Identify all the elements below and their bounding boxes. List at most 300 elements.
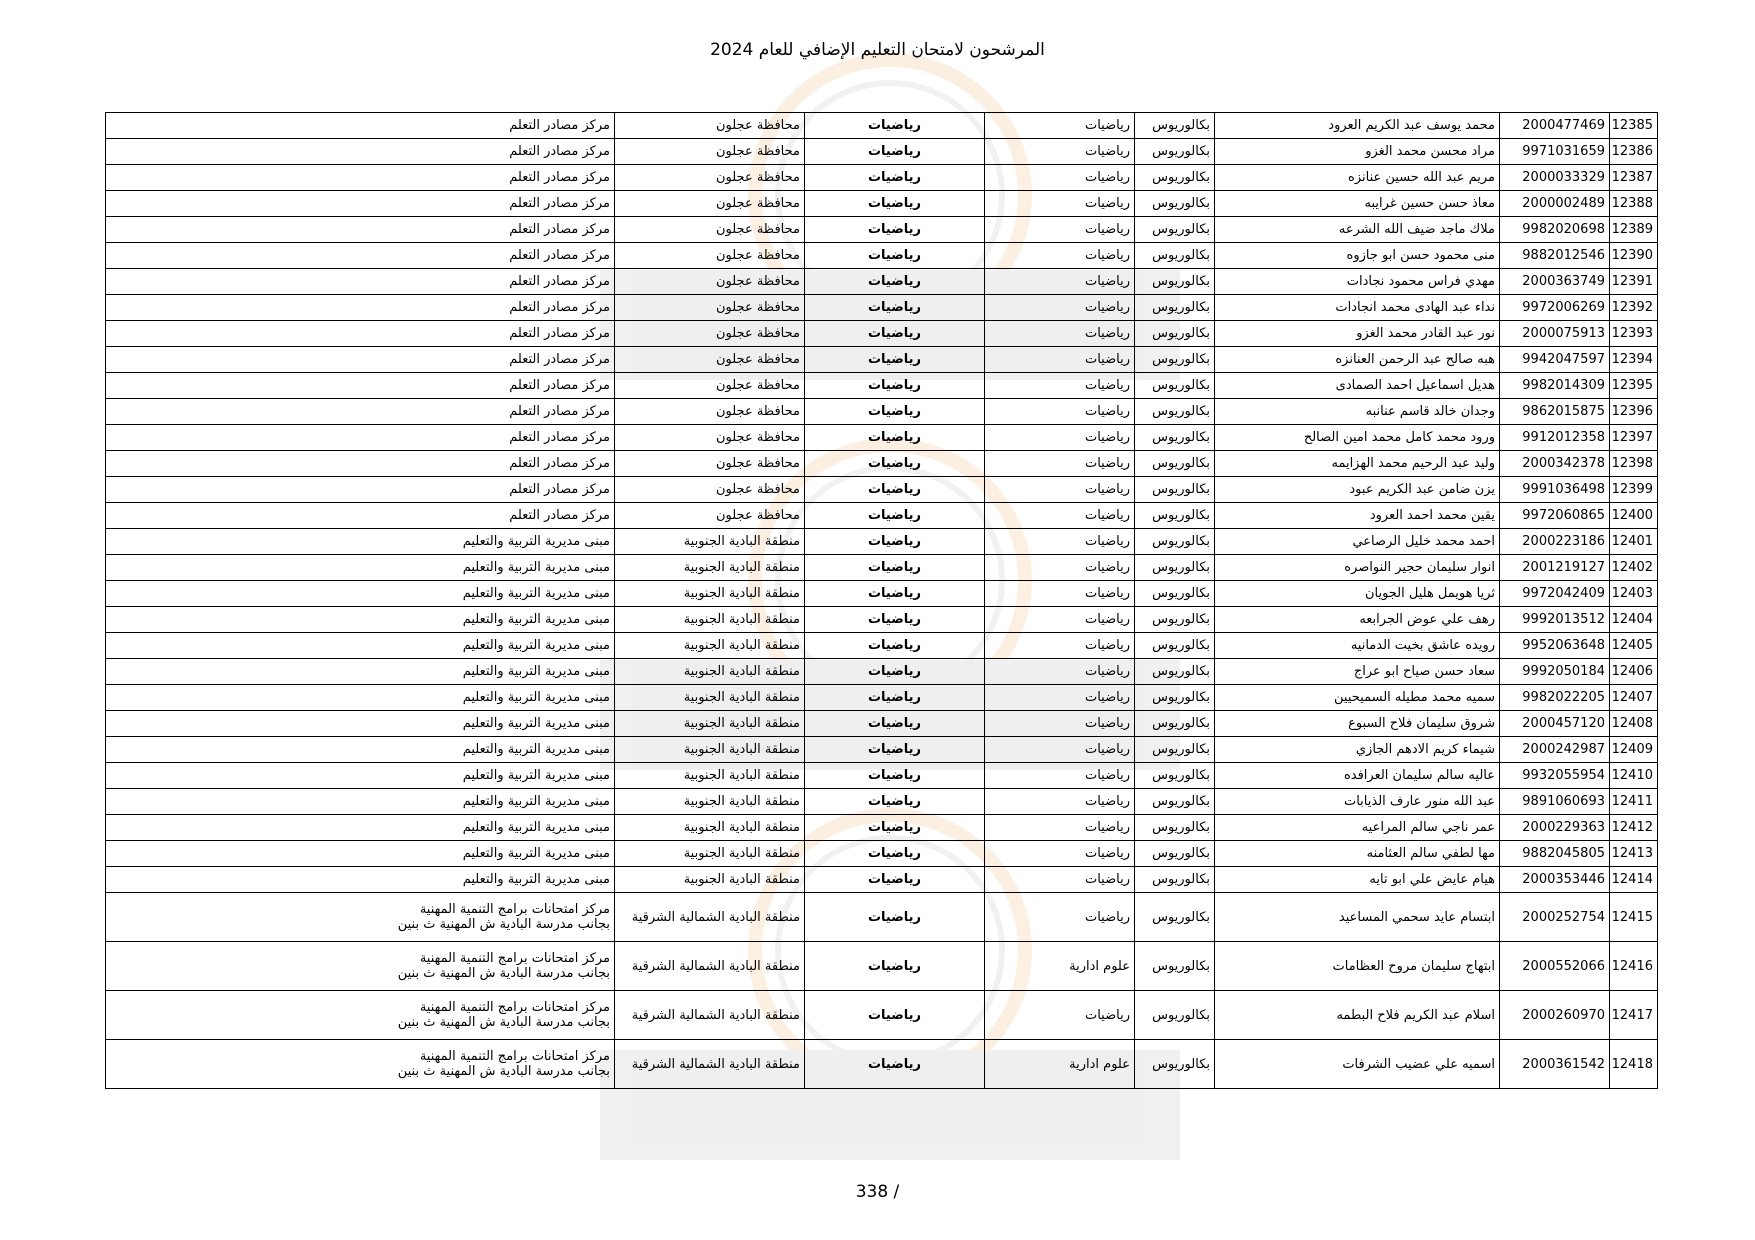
major-cell: رياضيات [985, 815, 1135, 841]
subject-cell: رياضيات [805, 243, 985, 269]
region-cell: محافظة عجلون [615, 113, 805, 139]
exam-center-cell [106, 815, 615, 841]
exam-center-line: مركز مصادر التعلم [509, 222, 610, 237]
major-cell: رياضيات [985, 711, 1135, 737]
exam-center-cell [106, 113, 615, 139]
table-row [106, 347, 1658, 373]
national-id-cell: 2000242987 [1500, 737, 1610, 763]
exam-center-cell [106, 789, 615, 815]
region-cell: محافظة عجلون [615, 165, 805, 191]
region-cell: منطقة البادية الجنوبية [615, 711, 805, 737]
subject-cell: رياضيات [805, 659, 985, 685]
major-cell: رياضيات [985, 373, 1135, 399]
seq-cell: 12418 [1610, 1040, 1658, 1089]
major-cell: رياضيات [985, 555, 1135, 581]
seq-cell: 12395 [1610, 373, 1658, 399]
degree-cell: بكالوريوس [1135, 399, 1215, 425]
subject-cell: رياضيات [805, 633, 985, 659]
subject-cell: رياضيات [805, 165, 985, 191]
subject-cell: رياضيات [805, 373, 985, 399]
table-row [106, 555, 1658, 581]
table-row [106, 217, 1658, 243]
national-id-cell: 9932055954 [1500, 763, 1610, 789]
subject-cell: رياضيات [805, 191, 985, 217]
national-id-cell: 2000252754 [1500, 893, 1610, 942]
degree-cell: بكالوريوس [1135, 269, 1215, 295]
seq-cell: 12386 [1610, 139, 1658, 165]
subject-cell: رياضيات [805, 685, 985, 711]
exam-center-cell [106, 191, 615, 217]
subject-cell: رياضيات [805, 295, 985, 321]
major-cell: رياضيات [985, 789, 1135, 815]
exam-center-line: مركز امتحانات برامج التنمية المهنية [419, 1049, 610, 1064]
table-row [106, 607, 1658, 633]
subject-cell: رياضيات [805, 425, 985, 451]
subject-cell: رياضيات [805, 893, 985, 942]
subject-cell: رياضيات [805, 321, 985, 347]
exam-center-cell [106, 659, 615, 685]
seq-cell: 12394 [1610, 347, 1658, 373]
exam-center-line: مبنى مديرية التربية والتعليم [462, 820, 610, 835]
region-cell: محافظة عجلون [615, 425, 805, 451]
candidate-name-cell: ملاك ماجد ضيف الله الشرعه [1215, 217, 1500, 243]
national-id-cell: 9972042409 [1500, 581, 1610, 607]
subject-cell: رياضيات [805, 555, 985, 581]
subject-cell: رياضيات [805, 737, 985, 763]
candidate-name-cell: هيام عايض علي ابو تايه [1215, 867, 1500, 893]
subject-cell: رياضيات [805, 581, 985, 607]
exam-center-line: مبنى مديرية التربية والتعليم [462, 846, 610, 861]
national-id-cell: 9891060693 [1500, 789, 1610, 815]
table-row [106, 529, 1658, 555]
national-id-cell: 9982022205 [1500, 685, 1610, 711]
table-row [106, 711, 1658, 737]
region-cell: محافظة عجلون [615, 321, 805, 347]
table-row [106, 399, 1658, 425]
degree-cell: بكالوريوس [1135, 633, 1215, 659]
subject-cell: رياضيات [805, 477, 985, 503]
seq-cell: 12398 [1610, 451, 1658, 477]
major-cell: رياضيات [985, 867, 1135, 893]
national-id-cell: 9912012358 [1500, 425, 1610, 451]
subject-cell: رياضيات [805, 451, 985, 477]
table-row [106, 243, 1658, 269]
candidate-name-cell: يقين محمد احمد العرود [1215, 503, 1500, 529]
major-cell: رياضيات [985, 217, 1135, 243]
exam-center-cell [106, 217, 615, 243]
exam-center-line: مركز مصادر التعلم [509, 300, 610, 315]
exam-center-cell [106, 399, 615, 425]
seq-cell: 12416 [1610, 942, 1658, 991]
seq-cell: 12415 [1610, 893, 1658, 942]
subject-cell: رياضيات [805, 841, 985, 867]
exam-center-cell [106, 991, 615, 1040]
candidate-name-cell: عاليه سالم سليمان العرافده [1215, 763, 1500, 789]
seq-cell: 12412 [1610, 815, 1658, 841]
region-cell: منطقة البادية الجنوبية [615, 555, 805, 581]
national-id-cell: 2000033329 [1500, 165, 1610, 191]
candidate-name-cell: مها لطفي سالم العثامنه [1215, 841, 1500, 867]
candidate-name-cell: ثريا هويمل هليل الجويان [1215, 581, 1500, 607]
seq-cell: 12403 [1610, 581, 1658, 607]
national-id-cell: 2000477469 [1500, 113, 1610, 139]
candidate-name-cell: ورود محمد كامل محمد امين الصالح [1215, 425, 1500, 451]
seq-cell: 12408 [1610, 711, 1658, 737]
exam-center-line: بجانب مدرسة البادية ش المهنية ث بنين [397, 1015, 610, 1030]
table-row [106, 191, 1658, 217]
major-cell: رياضيات [985, 477, 1135, 503]
major-cell: رياضيات [985, 607, 1135, 633]
table-row [106, 581, 1658, 607]
major-cell: رياضيات [985, 893, 1135, 942]
national-id-cell: 9992013512 [1500, 607, 1610, 633]
degree-cell: بكالوريوس [1135, 555, 1215, 581]
exam-center-cell [106, 1040, 615, 1089]
degree-cell: بكالوريوس [1135, 867, 1215, 893]
exam-center-line: مركز مصادر التعلم [509, 508, 610, 523]
region-cell: منطقة البادية الجنوبية [615, 841, 805, 867]
national-id-cell: 9952063648 [1500, 633, 1610, 659]
national-id-cell: 9972060865 [1500, 503, 1610, 529]
major-cell: رياضيات [985, 347, 1135, 373]
seq-cell: 12402 [1610, 555, 1658, 581]
degree-cell: بكالوريوس [1135, 165, 1215, 191]
exam-center-cell [106, 711, 615, 737]
table-row [106, 942, 1658, 991]
region-cell: محافظة عجلون [615, 217, 805, 243]
seq-cell: 12407 [1610, 685, 1658, 711]
exam-center-cell [106, 942, 615, 991]
table-row [106, 737, 1658, 763]
national-id-cell: 2000075913 [1500, 321, 1610, 347]
exam-center-cell [106, 477, 615, 503]
major-cell: رياضيات [985, 529, 1135, 555]
national-id-cell: 2000552066 [1500, 942, 1610, 991]
exam-center-line: مركز مصادر التعلم [509, 456, 610, 471]
table-row [106, 841, 1658, 867]
exam-center-line: مبنى مديرية التربية والتعليم [462, 534, 610, 549]
national-id-cell: 9982014309 [1500, 373, 1610, 399]
major-cell: علوم ادارية [985, 942, 1135, 991]
exam-center-cell [106, 451, 615, 477]
region-cell: منطقة البادية الجنوبية [615, 737, 805, 763]
seq-cell: 12393 [1610, 321, 1658, 347]
exam-center-cell [106, 737, 615, 763]
exam-center-cell [106, 893, 615, 942]
table-row [106, 321, 1658, 347]
exam-center-cell [106, 347, 615, 373]
exam-center-line: مركز مصادر التعلم [509, 326, 610, 341]
exam-center-cell [106, 555, 615, 581]
region-cell: منطقة البادية الجنوبية [615, 659, 805, 685]
exam-center-cell [106, 867, 615, 893]
exam-center-cell [106, 633, 615, 659]
major-cell: رياضيات [985, 321, 1135, 347]
seq-cell: 12414 [1610, 867, 1658, 893]
major-cell: رياضيات [985, 425, 1135, 451]
exam-center-line: مركز مصادر التعلم [509, 196, 610, 211]
candidate-name-cell: نداء عبد الهادى محمد انجادات [1215, 295, 1500, 321]
exam-center-line: مبنى مديرية التربية والتعليم [462, 612, 610, 627]
national-id-cell: 9972006269 [1500, 295, 1610, 321]
table-row [106, 373, 1658, 399]
major-cell: رياضيات [985, 399, 1135, 425]
region-cell: محافظة عجلون [615, 373, 805, 399]
degree-cell: بكالوريوس [1135, 503, 1215, 529]
candidate-name-cell: عمر ناجي سالم المراعيه [1215, 815, 1500, 841]
exam-center-line: مبنى مديرية التربية والتعليم [462, 560, 610, 575]
region-cell: منطقة البادية الشمالية الشرقية [615, 942, 805, 991]
exam-center-line: مركز مصادر التعلم [509, 482, 610, 497]
degree-cell: بكالوريوس [1135, 217, 1215, 243]
table-row [106, 451, 1658, 477]
seq-cell: 12409 [1610, 737, 1658, 763]
major-cell: رياضيات [985, 633, 1135, 659]
degree-cell: بكالوريوس [1135, 685, 1215, 711]
national-id-cell: 2000342378 [1500, 451, 1610, 477]
candidate-name-cell: سميه محمد مطيله السميحيين [1215, 685, 1500, 711]
table-row [106, 477, 1658, 503]
candidate-name-cell: محمد يوسف عبد الكريم العرود [1215, 113, 1500, 139]
national-id-cell: 2000353446 [1500, 867, 1610, 893]
exam-center-line: مبنى مديرية التربية والتعليم [462, 638, 610, 653]
subject-cell: رياضيات [805, 942, 985, 991]
national-id-cell: 9992050184 [1500, 659, 1610, 685]
region-cell: منطقة البادية الشمالية الشرقية [615, 893, 805, 942]
exam-center-cell [106, 763, 615, 789]
table-row [106, 165, 1658, 191]
exam-center-cell [106, 503, 615, 529]
candidate-name-cell: مراد محسن محمد الغزو [1215, 139, 1500, 165]
seq-cell: 12385 [1610, 113, 1658, 139]
degree-cell: بكالوريوس [1135, 321, 1215, 347]
candidate-name-cell: منى محمود حسن ابو جازوه [1215, 243, 1500, 269]
exam-center-line: مبنى مديرية التربية والتعليم [462, 768, 610, 783]
region-cell: محافظة عجلون [615, 477, 805, 503]
candidate-name-cell: شيماء كريم الادهم الجازي [1215, 737, 1500, 763]
major-cell: رياضيات [985, 269, 1135, 295]
candidate-name-cell: نور عبد القادر محمد الغزو [1215, 321, 1500, 347]
region-cell: محافظة عجلون [615, 399, 805, 425]
exam-center-cell [106, 243, 615, 269]
subject-cell: رياضيات [805, 789, 985, 815]
exam-center-line: مبنى مديرية التربية والتعليم [462, 664, 610, 679]
table-row [106, 113, 1658, 139]
national-id-cell: 2000361542 [1500, 1040, 1610, 1089]
national-id-cell: 9942047597 [1500, 347, 1610, 373]
exam-center-cell [106, 321, 615, 347]
candidate-name-cell: وجدان خالد قاسم عنانبه [1215, 399, 1500, 425]
region-cell: منطقة البادية الجنوبية [615, 815, 805, 841]
degree-cell: بكالوريوس [1135, 711, 1215, 737]
region-cell: منطقة البادية الجنوبية [615, 789, 805, 815]
region-cell: محافظة عجلون [615, 269, 805, 295]
table-row [106, 633, 1658, 659]
candidate-name-cell: شروق سليمان فلاح السبوع [1215, 711, 1500, 737]
exam-center-cell [106, 529, 615, 555]
exam-center-line: مبنى مديرية التربية والتعليم [462, 586, 610, 601]
candidate-name-cell: وليد عبد الرحيم محمد الهزايمه [1215, 451, 1500, 477]
exam-center-cell [106, 373, 615, 399]
region-cell: محافظة عجلون [615, 191, 805, 217]
region-cell: محافظة عجلون [615, 347, 805, 373]
candidate-name-cell: عبد الله منور عارف الذيابات [1215, 789, 1500, 815]
major-cell: رياضيات [985, 295, 1135, 321]
region-cell: منطقة البادية الجنوبية [615, 529, 805, 555]
seq-cell: 12391 [1610, 269, 1658, 295]
seq-cell: 12387 [1610, 165, 1658, 191]
exam-center-line: مركز امتحانات برامج التنمية المهنية [419, 951, 610, 966]
major-cell: رياضيات [985, 243, 1135, 269]
region-cell: منطقة البادية الجنوبية [615, 763, 805, 789]
exam-center-line: مبنى مديرية التربية والتعليم [462, 742, 610, 757]
degree-cell: بكالوريوس [1135, 191, 1215, 217]
degree-cell: بكالوريوس [1135, 113, 1215, 139]
degree-cell: بكالوريوس [1135, 581, 1215, 607]
major-cell: رياضيات [985, 139, 1135, 165]
exam-center-line: بجانب مدرسة البادية ش المهنية ث بنين [397, 917, 610, 932]
seq-cell: 12397 [1610, 425, 1658, 451]
major-cell: علوم ادارية [985, 1040, 1135, 1089]
table-row [106, 659, 1658, 685]
exam-center-line: مركز مصادر التعلم [509, 378, 610, 393]
seq-cell: 12405 [1610, 633, 1658, 659]
exam-center-cell [106, 165, 615, 191]
exam-center-cell [106, 841, 615, 867]
exam-center-cell [106, 295, 615, 321]
region-cell: منطقة البادية الجنوبية [615, 607, 805, 633]
subject-cell: رياضيات [805, 529, 985, 555]
national-id-cell: 2001219127 [1500, 555, 1610, 581]
degree-cell: بكالوريوس [1135, 659, 1215, 685]
exam-center-cell [106, 607, 615, 633]
table-row [106, 269, 1658, 295]
major-cell: رياضيات [985, 581, 1135, 607]
candidate-name-cell: اسميه علي عضيب الشرفات [1215, 1040, 1500, 1089]
exam-center-cell [106, 581, 615, 607]
major-cell: رياضيات [985, 113, 1135, 139]
candidate-name-cell: انوار سليمان حجير النواصره [1215, 555, 1500, 581]
degree-cell: بكالوريوس [1135, 451, 1215, 477]
national-id-cell: 9991036498 [1500, 477, 1610, 503]
candidate-name-cell: رويده عاشق بخيت الدمانيه [1215, 633, 1500, 659]
subject-cell: رياضيات [805, 991, 985, 1040]
degree-cell: بكالوريوس [1135, 893, 1215, 942]
subject-cell: رياضيات [805, 113, 985, 139]
candidate-name-cell: مهدي فراس محمود نجادات [1215, 269, 1500, 295]
candidate-name-cell: هبه صالح عبد الرحمن العنانزه [1215, 347, 1500, 373]
national-id-cell: 9862015875 [1500, 399, 1610, 425]
degree-cell: بكالوريوس [1135, 139, 1215, 165]
seq-cell: 12396 [1610, 399, 1658, 425]
table-body [106, 113, 1658, 1089]
seq-cell: 12399 [1610, 477, 1658, 503]
subject-cell: رياضيات [805, 763, 985, 789]
subject-cell: رياضيات [805, 217, 985, 243]
exam-center-line: مركز مصادر التعلم [509, 352, 610, 367]
seq-cell: 12392 [1610, 295, 1658, 321]
table-row [106, 991, 1658, 1040]
region-cell: منطقة البادية الجنوبية [615, 581, 805, 607]
subject-cell: رياضيات [805, 347, 985, 373]
table-row [106, 295, 1658, 321]
candidate-name-cell: ابتهاج سليمان مروح العظامات [1215, 942, 1500, 991]
seq-cell: 12401 [1610, 529, 1658, 555]
major-cell: رياضيات [985, 737, 1135, 763]
region-cell: محافظة عجلون [615, 139, 805, 165]
candidate-name-cell: ابتسام عايد سحمي المساعيد [1215, 893, 1500, 942]
national-id-cell: 2000457120 [1500, 711, 1610, 737]
table-row [106, 893, 1658, 942]
subject-cell: رياضيات [805, 503, 985, 529]
table-row [106, 867, 1658, 893]
major-cell: رياضيات [985, 659, 1135, 685]
subject-cell: رياضيات [805, 269, 985, 295]
major-cell: رياضيات [985, 503, 1135, 529]
major-cell: رياضيات [985, 763, 1135, 789]
region-cell: محافظة عجلون [615, 295, 805, 321]
subject-cell: رياضيات [805, 607, 985, 633]
candidate-name-cell: هديل اسماعيل احمد الصمادى [1215, 373, 1500, 399]
national-id-cell: 9882045805 [1500, 841, 1610, 867]
exam-center-line: مبنى مديرية التربية والتعليم [462, 690, 610, 705]
degree-cell: بكالوريوس [1135, 477, 1215, 503]
seq-cell: 12400 [1610, 503, 1658, 529]
exam-center-line: مركز مصادر التعلم [509, 118, 610, 133]
region-cell: منطقة البادية الجنوبية [615, 633, 805, 659]
major-cell: رياضيات [985, 165, 1135, 191]
region-cell: منطقة البادية الجنوبية [615, 685, 805, 711]
subject-cell: رياضيات [805, 867, 985, 893]
candidate-name-cell: يزن ضامن عبد الكريم عبود [1215, 477, 1500, 503]
major-cell: رياضيات [985, 451, 1135, 477]
exam-center-line: مركز امتحانات برامج التنمية المهنية [419, 1000, 610, 1015]
subject-cell: رياضيات [805, 1040, 985, 1089]
candidate-name-cell: مريم عبد الله حسين عنانزه [1215, 165, 1500, 191]
exam-center-cell [106, 425, 615, 451]
table-row [106, 503, 1658, 529]
exam-center-line: مبنى مديرية التربية والتعليم [462, 872, 610, 887]
region-cell: محافظة عجلون [615, 503, 805, 529]
seq-cell: 12389 [1610, 217, 1658, 243]
table-row [106, 1040, 1658, 1089]
exam-center-line: مركز مصادر التعلم [509, 170, 610, 185]
subject-cell: رياضيات [805, 815, 985, 841]
national-id-cell: 9882012546 [1500, 243, 1610, 269]
candidate-name-cell: سعاد حسن صياح ابو عراج [1215, 659, 1500, 685]
national-id-cell: 9971031659 [1500, 139, 1610, 165]
subject-cell: رياضيات [805, 711, 985, 737]
degree-cell: بكالوريوس [1135, 347, 1215, 373]
page-number: 338 / [855, 1182, 900, 1202]
exam-center-cell [106, 269, 615, 295]
degree-cell: بكالوريوس [1135, 1040, 1215, 1089]
exam-center-line: مركز مصادر التعلم [509, 248, 610, 263]
degree-cell: بكالوريوس [1135, 737, 1215, 763]
national-id-cell: 9982020698 [1500, 217, 1610, 243]
exam-center-line: مبنى مديرية التربية والتعليم [462, 716, 610, 731]
region-cell: منطقة البادية الشمالية الشرقية [615, 991, 805, 1040]
subject-cell: رياضيات [805, 399, 985, 425]
degree-cell: بكالوريوس [1135, 789, 1215, 815]
major-cell: رياضيات [985, 991, 1135, 1040]
major-cell: رياضيات [985, 685, 1135, 711]
exam-center-line: مبنى مديرية التربية والتعليم [462, 794, 610, 809]
region-cell: منطقة البادية الشمالية الشرقية [615, 1040, 805, 1089]
seq-cell: 12413 [1610, 841, 1658, 867]
table-row [106, 789, 1658, 815]
table-row [106, 815, 1658, 841]
